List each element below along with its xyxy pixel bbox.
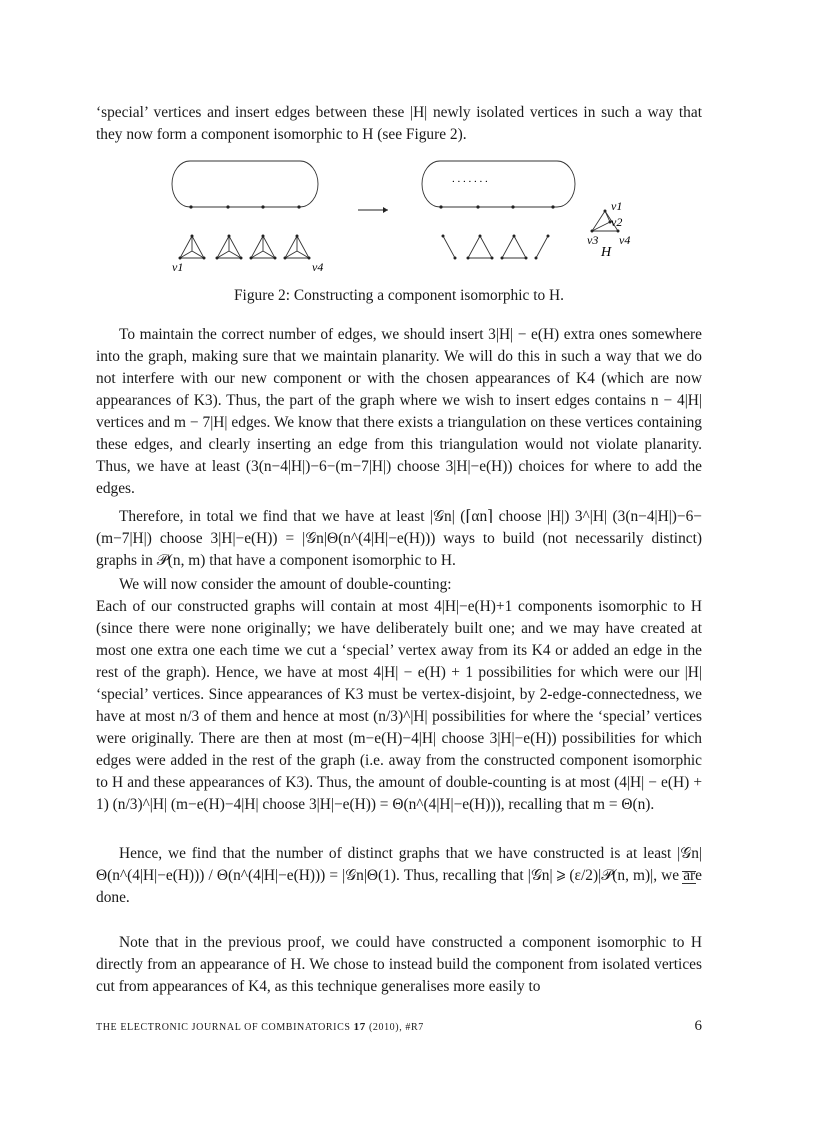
footer-volume: 17 — [353, 1021, 366, 1033]
figure-label-H-v4: v4 — [619, 233, 631, 247]
paragraph-edges: To maintain the correct number of edges, we should insert 3|H| − e(H) extra ones somewhere into the graph, making sure that we maintain planarity. We will do this in such a way that we do not interfere with our new component or with the chosen appearances of K4 (which are now appearances of K3). Thus, the part of the graph where we wish to insert edges contains n − 4|H| vertices and m − 7|H| edges. We know that there exists a triangulation on these vertices containing these edges, and clearly inserting an edge from this triangulation would not violate planarity. Thus, we have at least (3(n−4|H|)−6−(m−7|H|) choose 3|H|−e(H)) choices for where to add the edges. — [96, 326, 702, 497]
figure-label-H-v2: v2 — [611, 215, 623, 229]
figure-label-v4: v4 — [312, 260, 324, 274]
figure-label-v1: v1 — [172, 260, 184, 274]
left-k4-gadgets — [180, 236, 309, 258]
figure-label-H-v1: v1 — [611, 199, 623, 213]
paragraph-total: Therefore, in total we find that we have at least |𝒢n| (⌈αn⌉ choose |H|) 3^|H| (3(n−4|H|)−6−(m−7|H|) choose 3|H|−e(H)) = |𝒢n|Θ(n^(4|H|−e(H))) ways to build (not necessarily distinct) graphs in 𝒫(n, m) that have a component isomorphic to H. — [96, 508, 702, 569]
footer-year-issue: (2010), #R7 — [368, 1022, 424, 1033]
paragraph-remark: Note that in the previous proof, we could have constructed a component isomorphic to H directly from an appearance of H. We chose to instead build the component from isolated vertices cut from appearances of K4, as this technique generalises more easily to — [96, 934, 702, 995]
figure-label-H-v3: v3 — [587, 233, 599, 247]
page-number: 6 — [694, 1018, 702, 1034]
paragraph-conclusion: Hence, we find that the number of distinct graphs that we have constructed is at least |𝒢n|Θ(n^(4|H|−e(H))) / Θ(n^(4|H|−e(H))) = |𝒢n|Θ(1). Thus, recalling that |𝒢n| ⩾ (ε/2)|𝒫(n, m)|, we are done. — [96, 845, 702, 906]
paragraph-double-counting-intro: We will now consider the amount of double-counting: — [119, 576, 452, 593]
figure-2 — [160, 156, 660, 276]
paragraph-intro: ‘special’ vertices and insert edges between these |H| newly isolated vertices in such a way that they now form a component isomorphic to H (see Figure 2). — [96, 104, 702, 143]
footer-journal — [96, 1021, 424, 1033]
figure-caption: Figure 2: Constructing a component isomorphic to H. — [233, 287, 564, 304]
paragraph-double-counting: Each of our constructed graphs will contain at most 4|H|−e(H)+1 components isomorphic to H (since there were none originally; we have deliberately built one; and we may have created at most one extra one each time we cut a ‘special’ vertex away from its K4 or added an edge in the rest of the graph). Hence, we have at most 4|H| − e(H) + 1 possibilities for which were our |H| ‘special’ vertices. Since appearances of K3 must be vertex-disjoint, by 2-edge-connectedness, we have at most n/3 of them and hence at most (n/3)^|H| possibilities for where the ‘special’ vertices were originally. There are then at most (m−e(H)−4|H| choose 3|H|−e(H)) possibilities for which edges were added in the rest of the graph (i.e. away from the constructed component isomorphic to H and these appearances of K3). Thus, the amount of double-counting is at most (4|H| − e(H) + 1) (n/3)^|H| (m−e(H)−4|H| choose 3|H|−e(H)) = Θ(n^(4|H|−e(H))), recalling that m = Θ(n). — [96, 598, 702, 813]
qed-symbol — [682, 871, 696, 884]
footer-journal-name: THE ELECTRONIC JOURNAL OF COMBINATORICS — [96, 1022, 351, 1033]
figure-label-dots: . . . . . . . — [452, 173, 488, 185]
figure-label-H: H — [601, 245, 612, 260]
